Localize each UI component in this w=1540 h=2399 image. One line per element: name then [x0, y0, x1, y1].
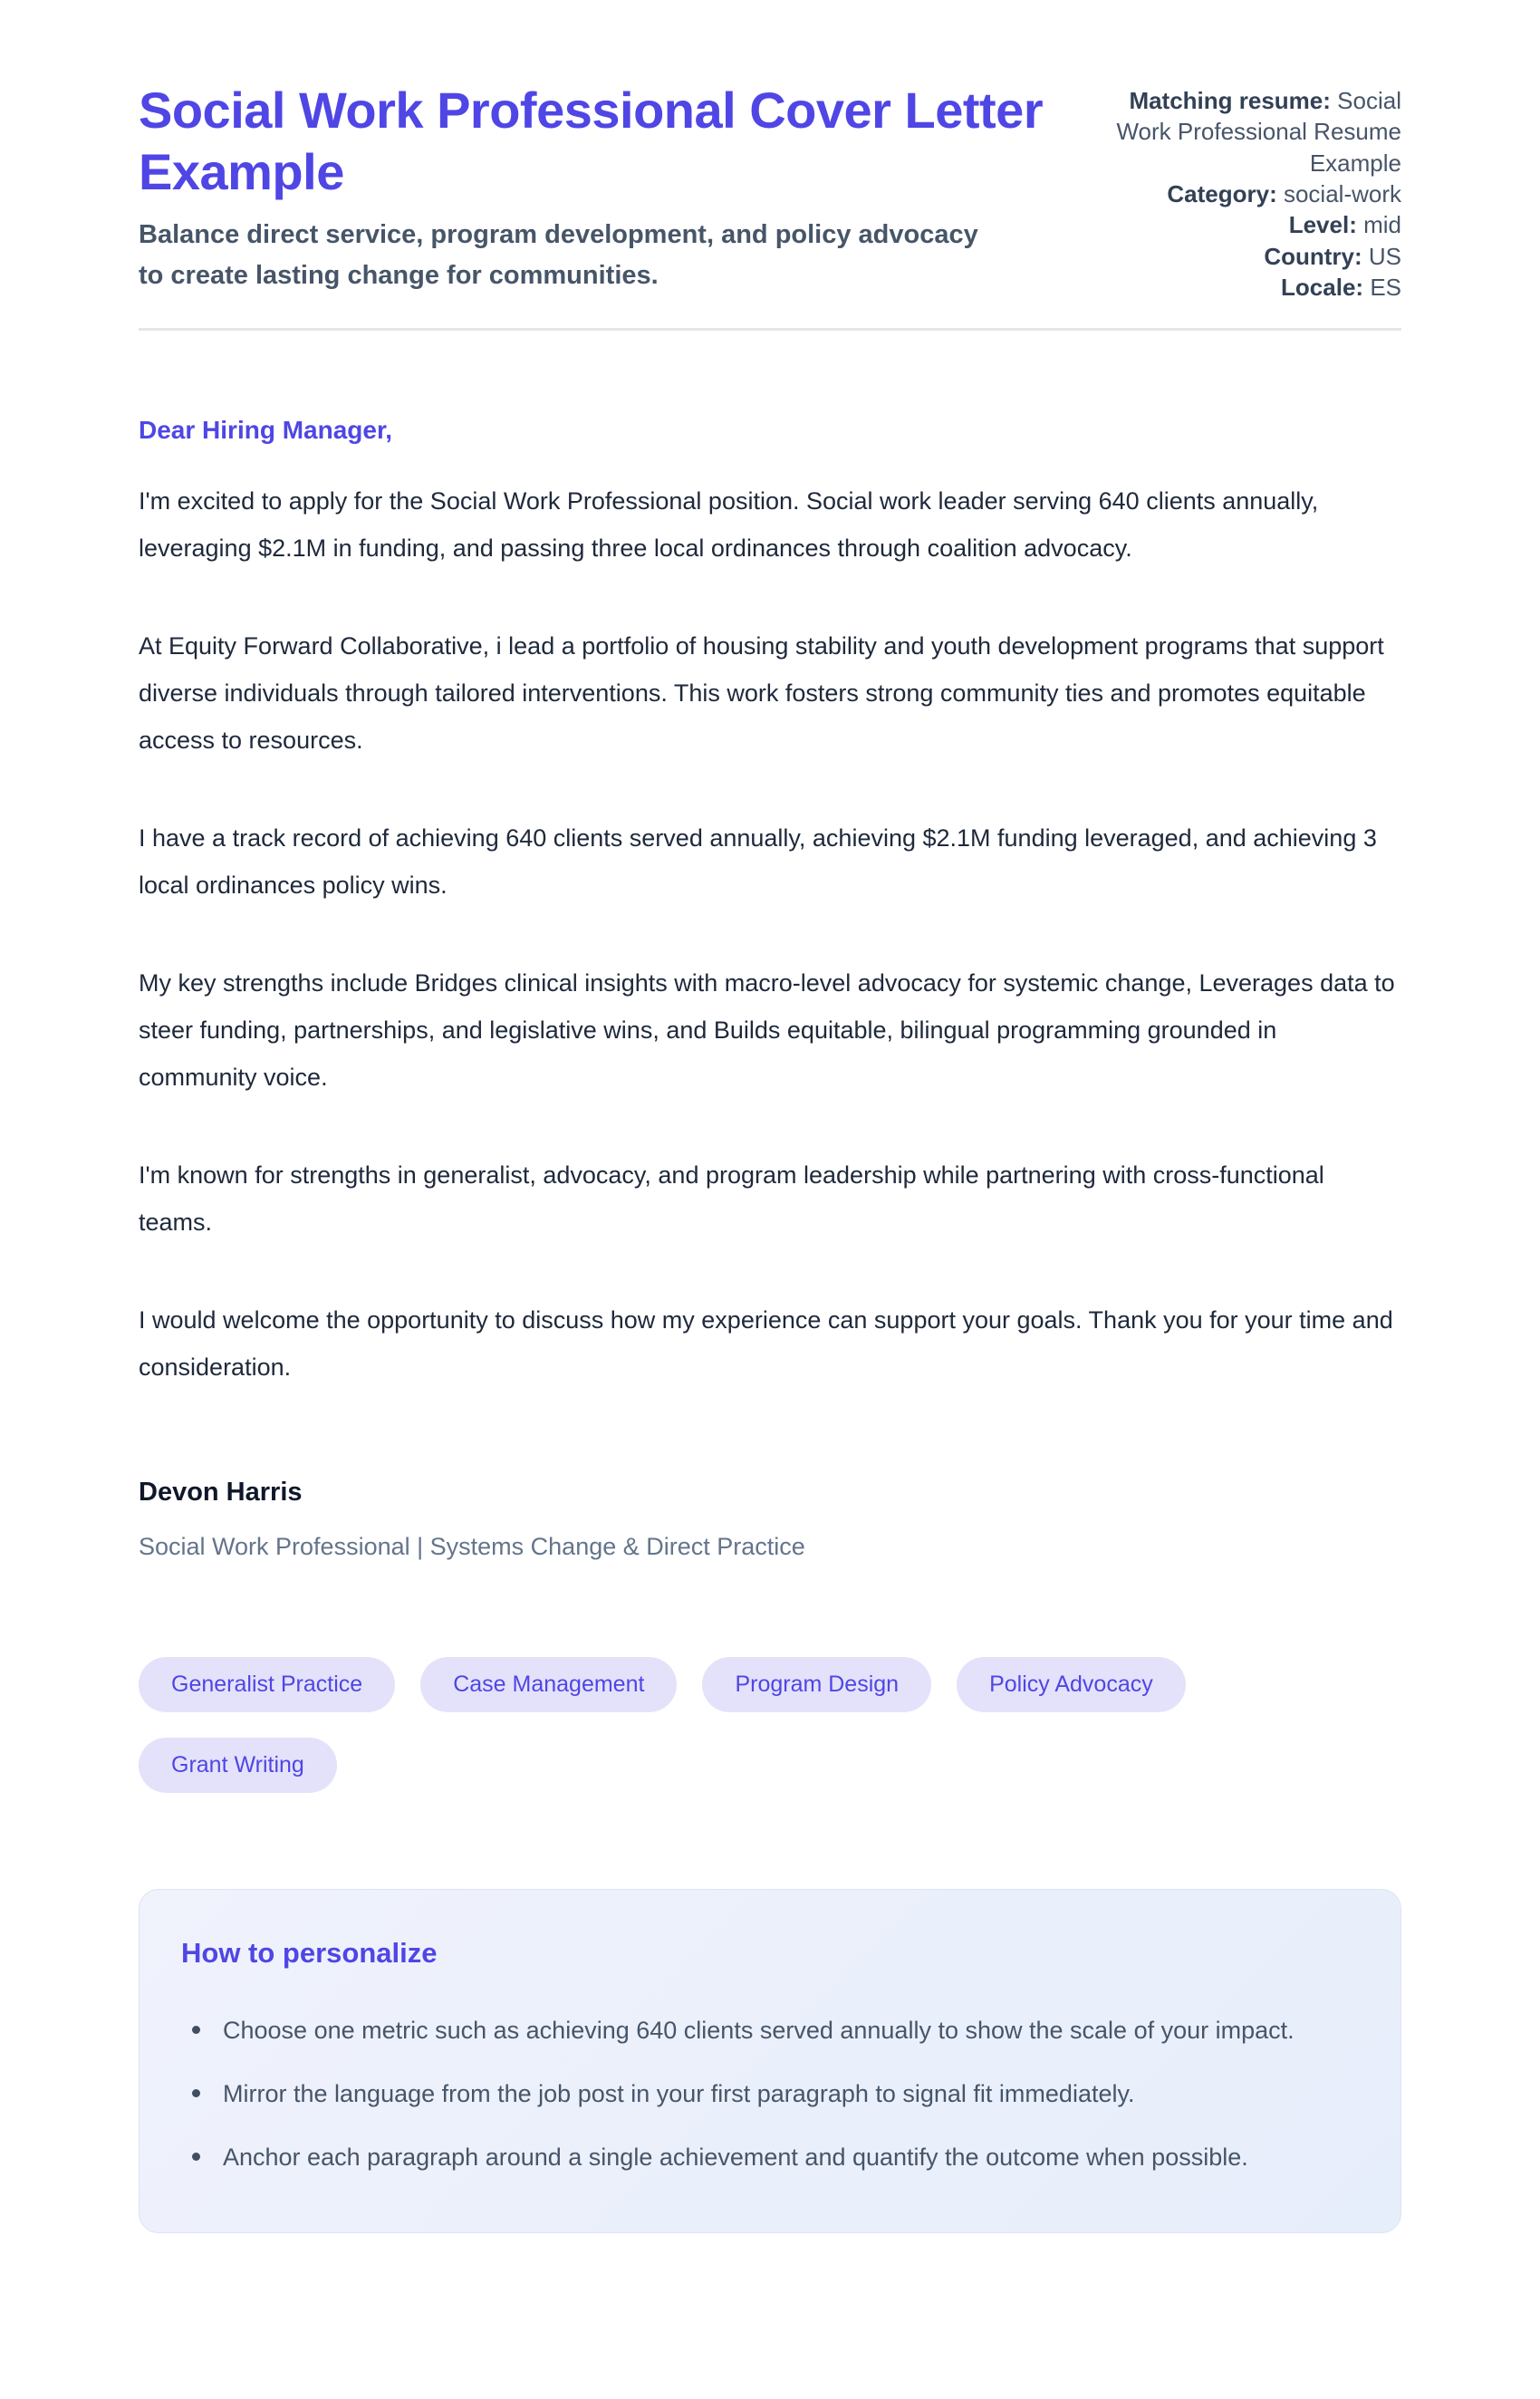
personalize-tip-text: Choose one metric such as achieving 640 clients served annually to show the scale of your impact.: [223, 2017, 1295, 2045]
personalize-tip: [181, 2071, 1332, 2116]
page-container: [139, 0, 1401, 2322]
meta-value: Social Work Professional Resume Example: [1116, 87, 1401, 177]
signature-name: Devon Harris: [139, 1478, 303, 1508]
meta-label: Level:: [1288, 211, 1357, 239]
bullet-icon: [192, 2026, 200, 2034]
header-title-block: [139, 80, 1044, 296]
page-title: Social Work Professional Cover Letter Example: [139, 82, 1044, 201]
letter-paragraph: My key strengths include Bridges clinical insights with macro-level advocacy for systemic change, Leverages data to steer funding, partnerships, and legislative wins, and Builds equitable, bilingual programming grounded in community voice.: [139, 969, 1395, 1092]
meta-label: Locale:: [1281, 273, 1364, 301]
page-subtitle: Balance direct service, program development, and policy advocacy to create lasting change for communities.: [139, 219, 978, 290]
personalize-tip: [181, 2008, 1332, 2053]
letter-paragraph: I would welcome the opportunity to discuss how my experience can support your goals. Thank you for your time and consideration.: [139, 1306, 1393, 1382]
letter-paragraph: I'm excited to apply for the Social Work Professional position. Social work leader serving 640 clients annually, leveraging $2.1M in funding, and passing three local ordinances through coalition advocacy.: [139, 487, 1319, 563]
meta-value: social-work: [1283, 179, 1401, 207]
skill-tag-case-management[interactable]: Case Management: [420, 1657, 677, 1712]
personalize-tip-text: Mirror the language from the job post in your first paragraph to signal fit immediately.: [223, 2080, 1135, 2108]
meta-label: Matching resume:: [1129, 87, 1331, 114]
meta-value: US: [1368, 242, 1401, 270]
skill-tag-program-design[interactable]: Program Design: [702, 1657, 931, 1712]
personalize-tip: [181, 2134, 1332, 2180]
personalize-tip-text: Anchor each paragraph around a single achievement and quantify the outcome when possible.: [223, 2144, 1248, 2172]
personalize-list: [181, 2008, 1355, 2180]
personalize-title: How to personalize: [181, 1937, 438, 1970]
meta-level: [1093, 209, 1401, 240]
how-to-personalize-box: [139, 1889, 1401, 2233]
meta-category: [1093, 178, 1401, 209]
signature-role: Social Work Professional | Systems Change & Direct Practice: [139, 1533, 805, 1561]
letter-paragraph: I have a track record of achieving 640 clients served annually, achieving $2.1M funding leveraged, and achieving 3 local ordinances policy wins.: [139, 824, 1377, 900]
bullet-icon: [192, 2089, 200, 2097]
meta-matching-resume: [1093, 85, 1401, 178]
meta-label: Country:: [1264, 242, 1362, 270]
letter-greeting: Dear Hiring Manager,: [139, 416, 393, 445]
header-divider: [139, 328, 1401, 331]
meta-label: Category:: [1167, 179, 1277, 207]
cover-letter-body: [139, 407, 1401, 1561]
letter-paragraph: At Equity Forward Collaborative, i lead a portfolio of housing stability and youth development programs that support diverse individuals through tailored interventions. This work fosters strong community ties and promotes equitable access to resources.: [139, 632, 1384, 755]
skill-tags: [139, 1657, 1401, 1793]
letter-paragraph: I'm known for strengths in generalist, advocacy, and program leadership while partnering with cross-functional teams.: [139, 1161, 1324, 1237]
meta-locale: [1093, 272, 1401, 303]
resume-meta: [1093, 80, 1401, 303]
meta-country: [1093, 241, 1401, 272]
skill-tag-grant-writing[interactable]: Grant Writing: [139, 1738, 337, 1793]
header: [139, 80, 1401, 303]
bullet-icon: [192, 2153, 200, 2161]
skill-tag-generalist-practice[interactable]: Generalist Practice: [139, 1657, 395, 1712]
signature-block: [139, 1478, 1401, 1561]
skill-tag-policy-advocacy[interactable]: Policy Advocacy: [957, 1657, 1186, 1712]
meta-value: ES: [1370, 273, 1401, 301]
meta-value: mid: [1363, 211, 1401, 239]
